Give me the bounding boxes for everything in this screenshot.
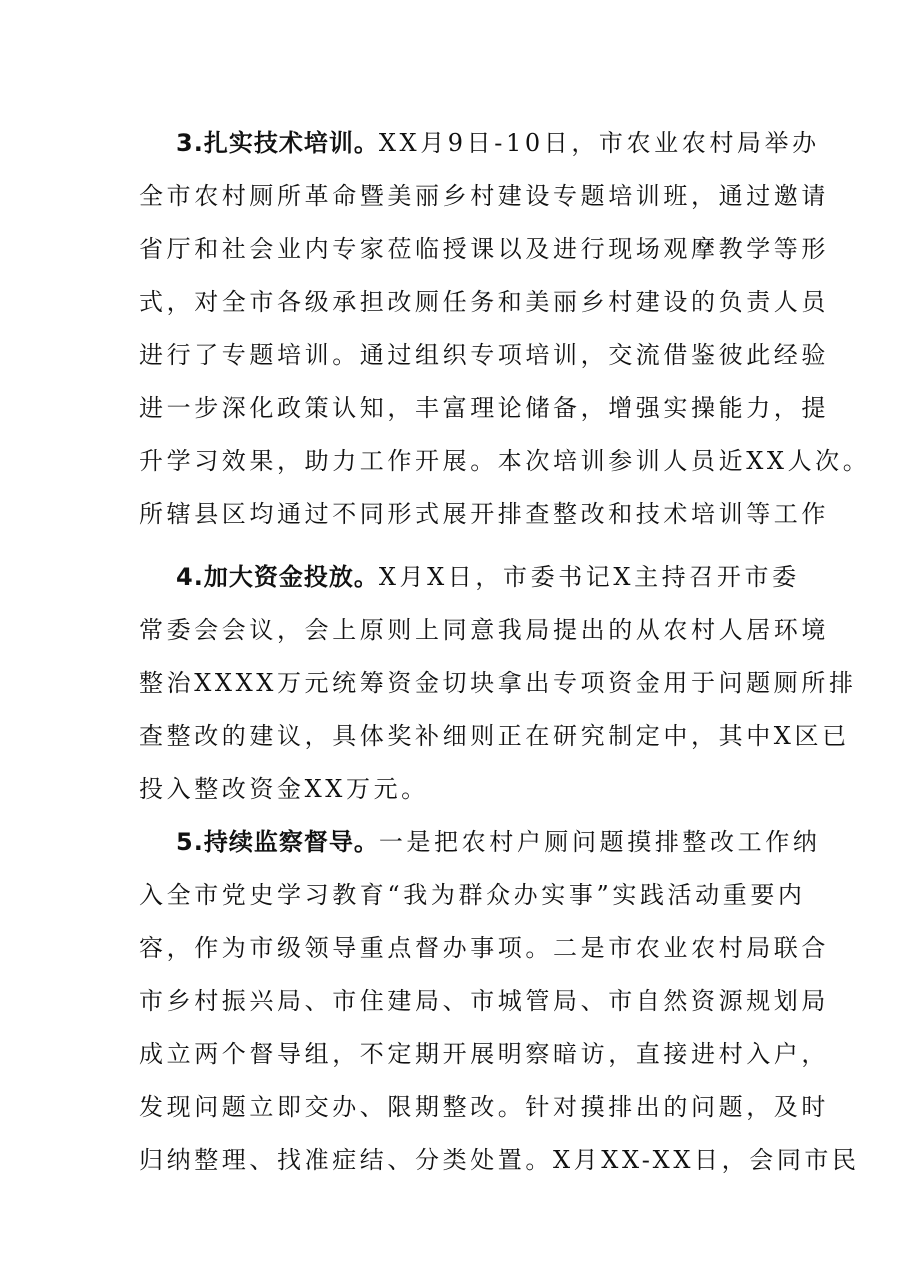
paragraph-line: 所辖县区均通过不同形式展开排查整改和技术培训等工作: [139, 500, 829, 528]
paragraph-line: 市乡村振兴局、市住建局、市城管局、市自然资源规划局: [139, 987, 829, 1015]
section-heading: 5.持续监察督导。: [176, 828, 379, 856]
paragraph-line: 省厅和社会业内专家莅临授课以及进行现场观摩教学等形: [139, 235, 829, 263]
section-heading: 3.扎实技术培训。: [176, 129, 379, 157]
paragraph-line: 发现问题立即交办、限期整改。针对摸排出的问题，及时: [139, 1093, 829, 1121]
paragraph-text: 一是把农村户厕问题摸排整改工作纳: [378, 828, 821, 856]
paragraph-line: 进行了专题培训。通过组织专项培训，交流借鉴彼此经验: [139, 341, 829, 369]
paragraph-line: 查整改的建议，具体奖补细则正在研究制定中，其中X区已: [139, 722, 850, 750]
paragraph-text: X月X日，市委书记X主持召开市委: [378, 563, 800, 591]
paragraph-line: [176, 128, 820, 158]
paragraph-line: 整治XXXX万元统筹资金切块拿出专项资金用于问题厕所排: [139, 669, 857, 697]
paragraph-line: 入全市党史学习教育“我为群众办实事”实践活动重要内: [139, 881, 806, 909]
paragraph-line: 投入整改资金XX万元。: [139, 775, 429, 803]
paragraph-line: 容，作为市级领导重点督办事项。二是市农业农村局联合: [139, 934, 829, 962]
paragraph-line: 进一步深化政策认知，丰富理论储备，增强实操能力，提: [139, 394, 829, 422]
paragraph-line: 常委会会议，会上原则上同意我局提出的从农村人居环境: [139, 616, 829, 644]
paragraph-line: 全市农村厕所革命暨美丽乡村建设专题培训班，通过邀请: [139, 182, 829, 210]
section-heading: 4.加大资金投放。: [176, 563, 379, 591]
paragraph-line: 归纳整理、找准症结、分类处置。X月XX-XX日，会同市民: [139, 1146, 860, 1174]
paragraph-text: XX月9日-10日，市农业农村局举办: [378, 129, 820, 157]
paragraph-line: [176, 562, 800, 592]
paragraph-line: 成立两个督导组，不定期开展明察暗访，直接进村入户，: [139, 1040, 829, 1068]
paragraph-line: [176, 827, 820, 857]
paragraph-line: 升学习效果，助力工作开展。本次培训参训人员近XX人次。: [139, 447, 871, 475]
paragraph-line: 式，对全市各级承担改厕任务和美丽乡村建设的负责人员: [139, 288, 829, 316]
